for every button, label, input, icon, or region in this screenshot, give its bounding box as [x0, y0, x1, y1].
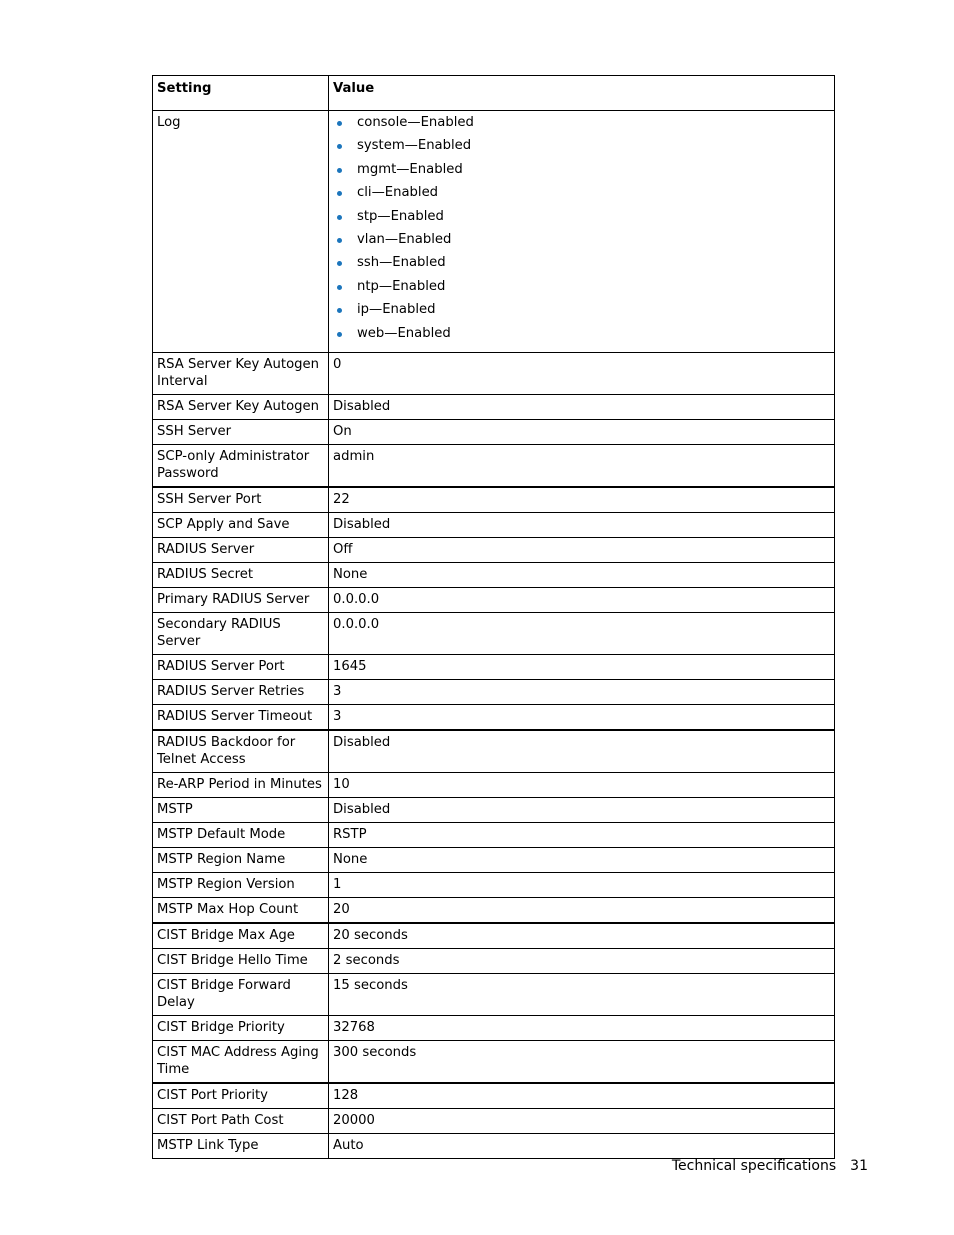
- table-row: [153, 897, 835, 923]
- bullet-icon: [337, 191, 342, 196]
- list-item: [333, 137, 830, 160]
- value-cell: None: [329, 562, 835, 587]
- bullet-icon: [337, 121, 342, 126]
- bullet-icon: [337, 308, 342, 313]
- list-item: [333, 301, 830, 324]
- setting-cell: MSTP Max Hop Count: [153, 897, 329, 923]
- value-cell: 0.0.0.0: [329, 587, 835, 612]
- table-row: [153, 973, 835, 1015]
- table-row: [153, 704, 835, 730]
- setting-cell: SSH Server: [153, 419, 329, 444]
- list-item-text: ntp—Enabled: [357, 278, 446, 294]
- bullet-icon: [337, 215, 342, 220]
- value-cell: 20000: [329, 1108, 835, 1133]
- setting-cell: Secondary RADIUS Server: [153, 612, 329, 654]
- list-item-text: vlan—Enabled: [357, 231, 452, 247]
- setting-cell: CIST Port Path Cost: [153, 1108, 329, 1133]
- list-item-text: stp—Enabled: [357, 208, 444, 224]
- bullet-icon: [337, 144, 342, 149]
- table-row: [153, 822, 835, 847]
- setting-cell: CIST Bridge Priority: [153, 1015, 329, 1040]
- setting-cell: RADIUS Server: [153, 537, 329, 562]
- setting-cell: RADIUS Server Retries: [153, 679, 329, 704]
- log-value-list: [333, 114, 830, 348]
- value-cell: On: [329, 419, 835, 444]
- value-cell: 15 seconds: [329, 973, 835, 1015]
- setting-cell: MSTP Region Version: [153, 872, 329, 897]
- value-cell: 0.0.0.0: [329, 612, 835, 654]
- setting-cell: MSTP Default Mode: [153, 822, 329, 847]
- header-setting: Setting: [153, 76, 329, 111]
- setting-cell: CIST Bridge Hello Time: [153, 948, 329, 973]
- value-cell: Disabled: [329, 512, 835, 537]
- table-row: [153, 1133, 835, 1158]
- setting-cell: RSA Server Key Autogen: [153, 394, 329, 419]
- setting-cell: CIST Bridge Forward Delay: [153, 973, 329, 1015]
- value-cell: 3: [329, 679, 835, 704]
- value-cell: 2 seconds: [329, 948, 835, 973]
- table-row: [153, 872, 835, 897]
- page-number: 31: [850, 1158, 868, 1174]
- list-item-text: ssh—Enabled: [357, 255, 446, 271]
- page-footer: [672, 1158, 868, 1174]
- setting-cell: MSTP Link Type: [153, 1133, 329, 1158]
- setting-cell: MSTP Region Name: [153, 847, 329, 872]
- table-row: [153, 562, 835, 587]
- table-row: [153, 587, 835, 612]
- setting-cell: SCP Apply and Save: [153, 512, 329, 537]
- table-row: [153, 1083, 835, 1109]
- header-value: Value: [329, 76, 835, 111]
- setting-cell: MSTP: [153, 797, 329, 822]
- setting-cell: SCP-only Administrator Password: [153, 444, 329, 487]
- list-item: [333, 231, 830, 254]
- table-row: [153, 847, 835, 872]
- table-row: [153, 352, 835, 394]
- value-cell: 10: [329, 772, 835, 797]
- setting-cell: Log: [153, 111, 329, 353]
- value-cell: 1645: [329, 654, 835, 679]
- setting-cell: CIST Bridge Max Age: [153, 923, 329, 949]
- table-row: [153, 797, 835, 822]
- setting-cell: RSA Server Key Autogen Interval: [153, 352, 329, 394]
- table-row: [153, 1108, 835, 1133]
- table-row: [153, 654, 835, 679]
- list-item: [333, 184, 830, 207]
- list-item: [333, 278, 830, 301]
- table-row: [153, 948, 835, 973]
- value-cell: 22: [329, 487, 835, 513]
- value-cell: None: [329, 847, 835, 872]
- list-item: [333, 254, 830, 277]
- table-row: [153, 1015, 835, 1040]
- value-cell: 300 seconds: [329, 1040, 835, 1083]
- value-cell: 32768: [329, 1015, 835, 1040]
- setting-cell: RADIUS Secret: [153, 562, 329, 587]
- bullet-icon: [337, 168, 342, 173]
- table-header-row: [153, 76, 835, 111]
- value-cell: 128: [329, 1083, 835, 1109]
- value-cell: 20: [329, 897, 835, 923]
- table-row: [153, 419, 835, 444]
- value-cell: 20 seconds: [329, 923, 835, 949]
- list-item-text: cli—Enabled: [357, 185, 439, 201]
- list-item: [333, 325, 830, 348]
- value-cell: 0: [329, 352, 835, 394]
- table-row: [153, 772, 835, 797]
- value-cell: Off: [329, 537, 835, 562]
- table-row: [153, 923, 835, 949]
- value-cell: 1: [329, 872, 835, 897]
- value-cell: RSTP: [329, 822, 835, 847]
- list-item-text: system—Enabled: [357, 138, 472, 154]
- bullet-icon: [337, 261, 342, 266]
- table-row: [153, 444, 835, 487]
- list-item: [333, 114, 830, 137]
- value-cell: admin: [329, 444, 835, 487]
- setting-cell: RADIUS Server Timeout: [153, 704, 329, 730]
- setting-cell: CIST MAC Address Aging Time: [153, 1040, 329, 1083]
- list-item-text: web—Enabled: [357, 325, 451, 341]
- list-item-text: mgmt—Enabled: [357, 161, 463, 177]
- bullet-icon: [337, 332, 342, 337]
- table-row: [153, 512, 835, 537]
- table-row: [153, 537, 835, 562]
- table-row: [153, 730, 835, 773]
- table-row-log: [153, 111, 835, 353]
- bullet-icon: [337, 238, 342, 243]
- footer-section-title: Technical specifications: [671, 1158, 837, 1174]
- settings-table: [152, 75, 835, 1159]
- value-cell: Disabled: [329, 394, 835, 419]
- table-row: [153, 679, 835, 704]
- setting-cell: Re-ARP Period in Minutes: [153, 772, 329, 797]
- value-cell: Disabled: [329, 730, 835, 773]
- list-item: [333, 208, 830, 231]
- table-row: [153, 1040, 835, 1083]
- list-item-text: ip—Enabled: [357, 302, 436, 318]
- value-cell: Disabled: [329, 797, 835, 822]
- table-row: [153, 612, 835, 654]
- value-cell: [329, 111, 835, 353]
- table-row: [153, 487, 835, 513]
- setting-cell: SSH Server Port: [153, 487, 329, 513]
- list-item: [333, 161, 830, 184]
- setting-cell: RADIUS Server Port: [153, 654, 329, 679]
- table-row: [153, 394, 835, 419]
- bullet-icon: [337, 285, 342, 290]
- list-item-text: console—Enabled: [357, 115, 474, 130]
- value-cell: 3: [329, 704, 835, 730]
- setting-cell: CIST Port Priority: [153, 1083, 329, 1109]
- value-cell: Auto: [329, 1133, 835, 1158]
- setting-cell: Primary RADIUS Server: [153, 587, 329, 612]
- setting-cell: RADIUS Backdoor for Telnet Access: [153, 730, 329, 773]
